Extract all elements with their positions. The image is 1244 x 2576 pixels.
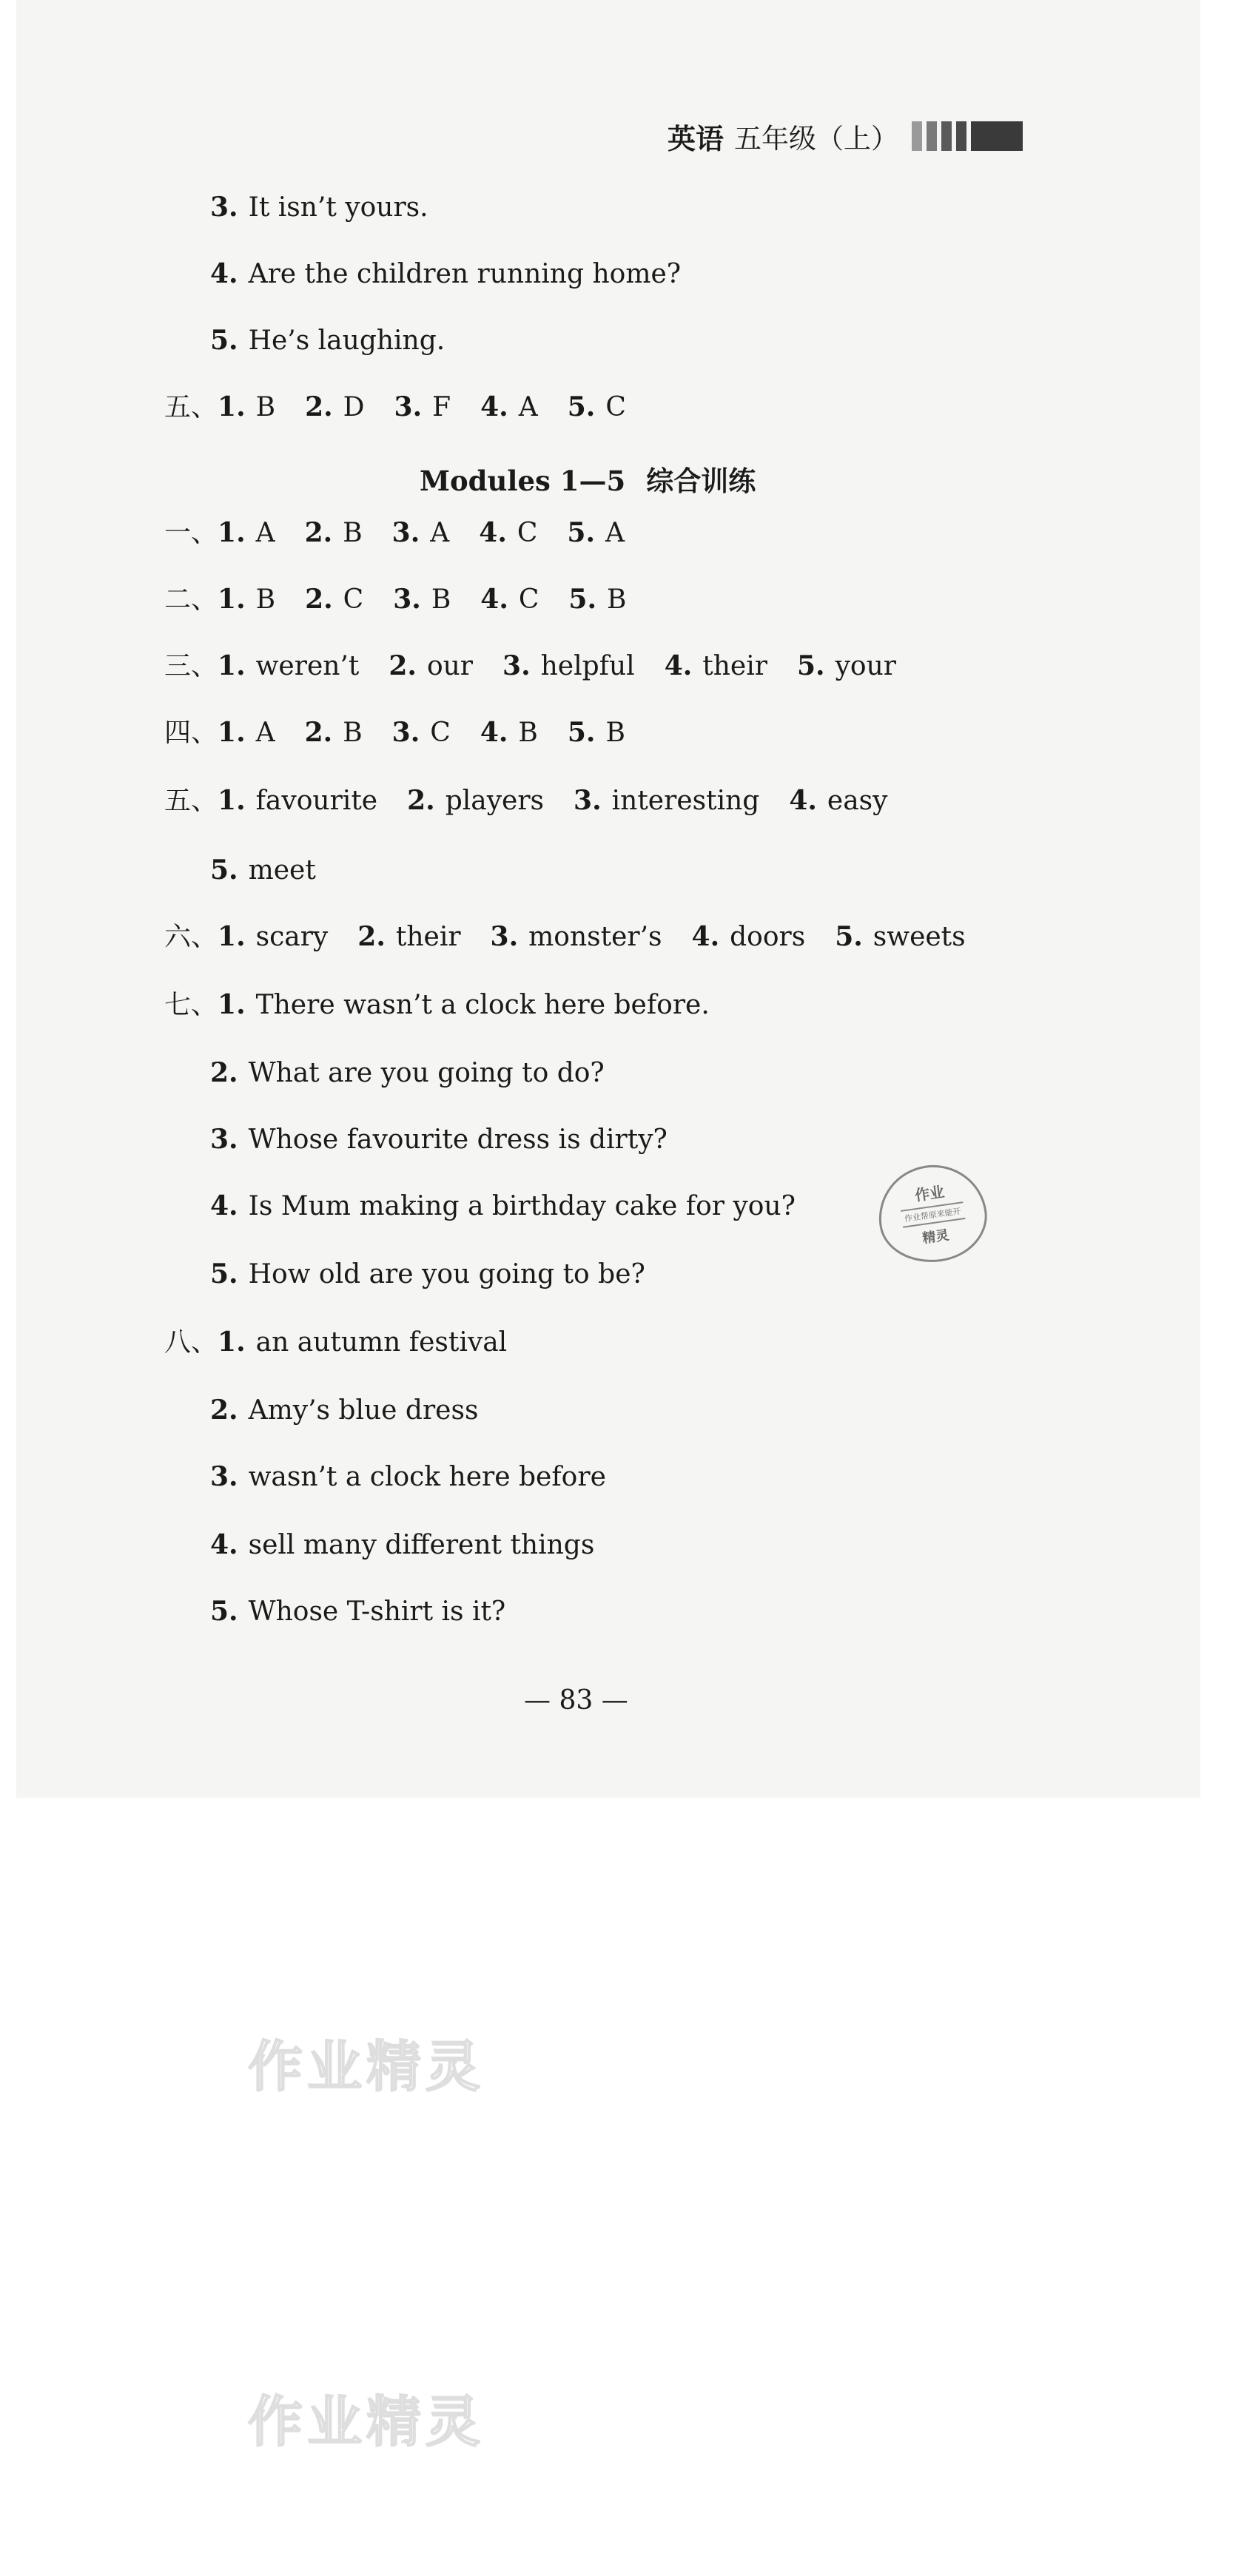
- answer-line: 5. He’s laughing.: [210, 325, 446, 356]
- answer-row-section-4: 四、 1. A 2. B 3. C 4. B 5. B: [164, 717, 625, 748]
- answer-line: 3. It isn’t yours.: [210, 192, 428, 223]
- answer-line: 5. How old are you going to be?: [210, 1258, 645, 1289]
- answer-row-section-6: 六、 1. scary 2. their 3. monster’s 4. doors 5. sweets: [164, 921, 966, 952]
- answer-line: 2. Amy’s blue dress: [210, 1395, 479, 1426]
- answer-line: 4. sell many different things: [210, 1529, 595, 1560]
- section-title: Modules 1—5 综合训练: [420, 465, 756, 497]
- stamp-logo: 作业 作业帮原来能开 精灵: [873, 1158, 993, 1269]
- answer-line: 2. What are you going to do?: [210, 1057, 605, 1088]
- page-header: [668, 117, 1023, 155]
- answer-line: 3. wasn’t a clock here before: [210, 1461, 606, 1492]
- answer-line: 3. Whose favourite dress is dirty?: [210, 1124, 668, 1155]
- answer-row-section-3: 三、 1. weren’t 2. our 3. helpful 4. their 5. your: [164, 650, 896, 681]
- watermark: 作业精灵: [248, 2035, 485, 2099]
- subject-label: 英语: [668, 122, 724, 155]
- answer-row-section-5: 五、 1. B 2. D 3. F 4. A 5. C: [164, 391, 626, 422]
- answer-row-section-5b-cont: 5. meet: [210, 854, 316, 886]
- answer-row-section-7: 七、 1. There wasn’t a clock here before.: [164, 989, 710, 1020]
- answer-line: 4. Are the children running home?: [210, 258, 682, 289]
- page-paper: [16, 0, 1200, 1798]
- answer-row-section-5b: 五、 1. favourite 2. players 3. interesting 4. easy: [164, 785, 888, 816]
- watermark: 作业精灵: [248, 2390, 485, 2454]
- page-number: — 83 —: [524, 1685, 628, 1716]
- answer-row-section-1: 一、 1. A 2. B 3. A 4. C 5. A: [164, 517, 625, 548]
- grade-label: 五年级（上）: [734, 123, 899, 155]
- answer-line: 4. Is Mum making a birthday cake for you?: [210, 1190, 796, 1221]
- answer-row-section-2: 二、 1. B 2. C 3. B 4. C 5. B: [164, 584, 627, 615]
- answer-line: 5. Whose T-shirt is it?: [210, 1596, 506, 1627]
- header-decoration-bars: [907, 121, 1023, 151]
- answer-row-section-8: 八、 1. an autumn festival: [164, 1326, 508, 1358]
